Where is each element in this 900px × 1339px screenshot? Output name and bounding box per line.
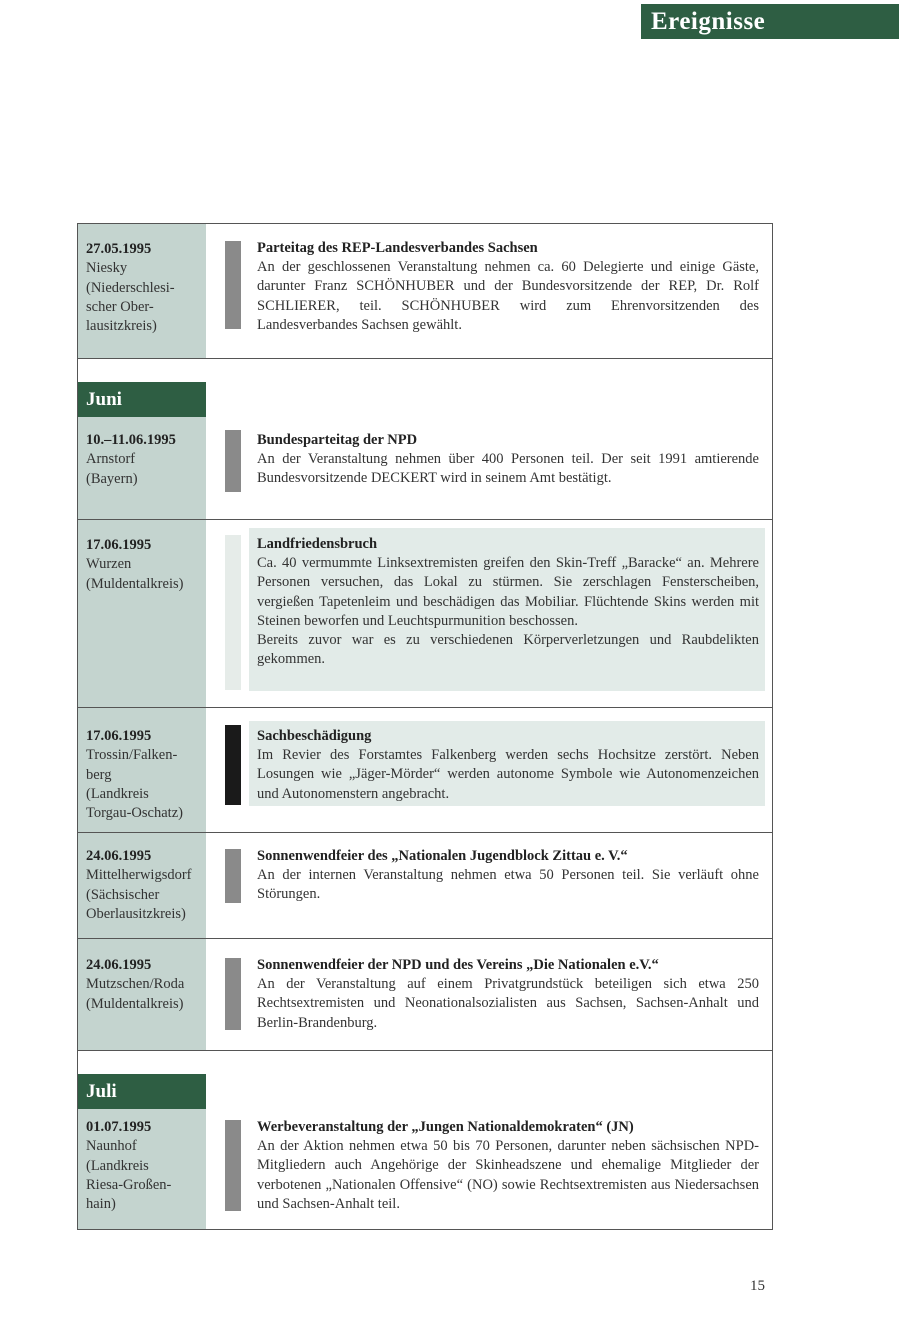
event-meta xyxy=(86,536,206,594)
row-divider xyxy=(78,832,773,833)
event-content xyxy=(257,431,759,489)
event-place-line: Torgau-Oschatz) xyxy=(86,805,183,822)
event-place-line: (Niederschlesi- xyxy=(86,279,175,296)
section-title: Ereignisse xyxy=(641,4,899,39)
event-place-line: (Muldentalkreis) xyxy=(86,995,184,1012)
event-title: Parteitag des REP-Landesverbandes Sachsen xyxy=(257,240,538,256)
event-content xyxy=(257,847,759,905)
event-date: 24.06.1995 xyxy=(86,848,152,864)
event-title: Sachbeschädigung xyxy=(257,728,372,744)
month-gap xyxy=(78,358,206,382)
category-marker xyxy=(225,958,241,1030)
month-heading-juli: Juli xyxy=(78,1074,206,1109)
event-place-line: hain) xyxy=(86,1196,116,1213)
event-place-line: (Landkreis xyxy=(86,1157,149,1174)
event-place-line: Naunhof xyxy=(86,1138,137,1155)
page-number: 15 xyxy=(750,1278,765,1294)
event-date: 01.07.1995 xyxy=(86,1119,152,1135)
event-content xyxy=(257,727,759,804)
event-place-line: Arnstorf xyxy=(86,451,136,468)
event-place-line: Wurzen xyxy=(86,556,132,573)
event-title: Werbeveranstaltung der „Jungen Nationaldemokraten“ (JN) xyxy=(257,1119,634,1135)
event-place-line: Mittelherwigsdorf xyxy=(86,867,192,884)
event-title: Bundesparteitag der NPD xyxy=(257,432,418,448)
event-body: An der Veranstaltung auf einem Privatgrundstück beteiligen sich etwa 250 Rechtsextremisten und Neonationalsozialisten aus Sachsen, Sachsen-Anhalt und Berlin-Brandenburg. xyxy=(257,976,759,1031)
event-body: Ca. 40 vermummte Linksextremisten greifen den Skin-Treff „Baracke“ an. Mehrere Personen versuchen, das Lokal zu stürmen. Sie zerschlagen Fensterscheiben, vergießen Tapetenleim und beschädigen das Mobiliar. Flüchtende Skins werden mit Steinen beworfen und Leuchtspurmunition beschossen. xyxy=(257,555,759,629)
event-body: Bereits zuvor war es zu verschiedenen Körperverletzungen und Raubdelikten gekommen. xyxy=(257,632,759,668)
row-divider xyxy=(78,1050,773,1051)
event-title: Sonnenwendfeier des „Nationalen Jugendblock Zittau e. V.“ xyxy=(257,848,628,864)
category-marker xyxy=(225,1120,241,1211)
event-meta xyxy=(86,727,206,823)
row-divider xyxy=(78,358,773,359)
month-heading-juni: Juni xyxy=(78,382,206,417)
event-date: 24.06.1995 xyxy=(86,957,152,973)
event-meta xyxy=(86,1118,206,1214)
event-body: An der geschlossenen Veranstaltung nehmen ca. 60 Delegierte und einige Gäste, darunter Franz SCHÖNHUBER und der Bundesvorsitzende der REP, Dr. Rolf SCHLIERER, teil. SCHÖNHUBER wird zum Ehrenvorsitzenden des Landesverbandes Sachsen gewählt. xyxy=(257,259,759,333)
event-place-line: Riesa-Großen- xyxy=(86,1176,172,1193)
event-content xyxy=(257,535,759,669)
event-content xyxy=(257,1118,759,1214)
event-meta xyxy=(86,240,206,336)
event-place-line: (Muldentalkreis) xyxy=(86,575,184,592)
category-marker xyxy=(225,241,241,329)
event-place-line: lausitzkreis) xyxy=(86,318,157,335)
row-divider xyxy=(78,707,773,708)
category-marker xyxy=(225,430,241,492)
event-date: 17.06.1995 xyxy=(86,728,152,744)
event-body: An der Aktion nehmen etwa 50 bis 70 Personen, darunter neben sächsischen NPD-Mitgliedern auch Angehörige der Skinheadszene und ehemalige Mitglieder der verbotenen „Nationalen Offensive“ (NO) sowie Rechtsextremisten aus Niedersachsen und Sachsen-Anhalt teil. xyxy=(257,1138,759,1212)
event-title: Landfriedensbruch xyxy=(257,536,378,552)
event-place-line: Oberlausitzkreis) xyxy=(86,905,186,922)
event-date: 27.05.1995 xyxy=(86,241,152,257)
category-marker xyxy=(225,849,241,903)
event-place-line: berg xyxy=(86,766,112,783)
event-place-line: (Landkreis xyxy=(86,785,149,802)
category-marker xyxy=(225,535,241,690)
event-meta xyxy=(86,956,206,1014)
event-content xyxy=(257,956,759,1033)
event-place-line: scher Ober- xyxy=(86,298,154,315)
event-place-line: (Sächsischer xyxy=(86,886,160,903)
row-divider xyxy=(78,938,773,939)
month-gap xyxy=(78,1050,206,1074)
event-body: An der Veranstaltung nehmen über 400 Personen teil. Der seit 1991 amtierende Bundesvorsitzende DECKERT wird in seinem Amt bestätigt. xyxy=(257,451,759,487)
event-title: Sonnenwendfeier der NPD und des Vereins „Die Nationalen e.V.“ xyxy=(257,957,659,973)
event-place-line: Niesky xyxy=(86,260,128,277)
event-content xyxy=(257,239,759,335)
event-place-line: Trossin/Falken- xyxy=(86,747,178,764)
event-meta xyxy=(86,431,206,489)
event-date: 10.–11.06.1995 xyxy=(86,432,176,448)
event-body: Im Revier des Forstamtes Falkenberg werden sechs Hochsitze zerstört. Neben Losungen wie „Jäger-Mörder“ werden autonome Symbole wie Autonomenzeichen und Autonomenstern angebracht. xyxy=(257,747,759,802)
row-divider xyxy=(78,519,773,520)
event-date: 17.06.1995 xyxy=(86,537,152,553)
event-place-line: (Bayern) xyxy=(86,470,138,487)
event-place-line: Mutzschen/Roda xyxy=(86,976,185,993)
event-meta xyxy=(86,847,206,924)
category-marker xyxy=(225,725,241,805)
event-body: An der internen Veranstaltung nehmen etwa 50 Personen teil. Sie verläuft ohne Störungen. xyxy=(257,867,759,903)
